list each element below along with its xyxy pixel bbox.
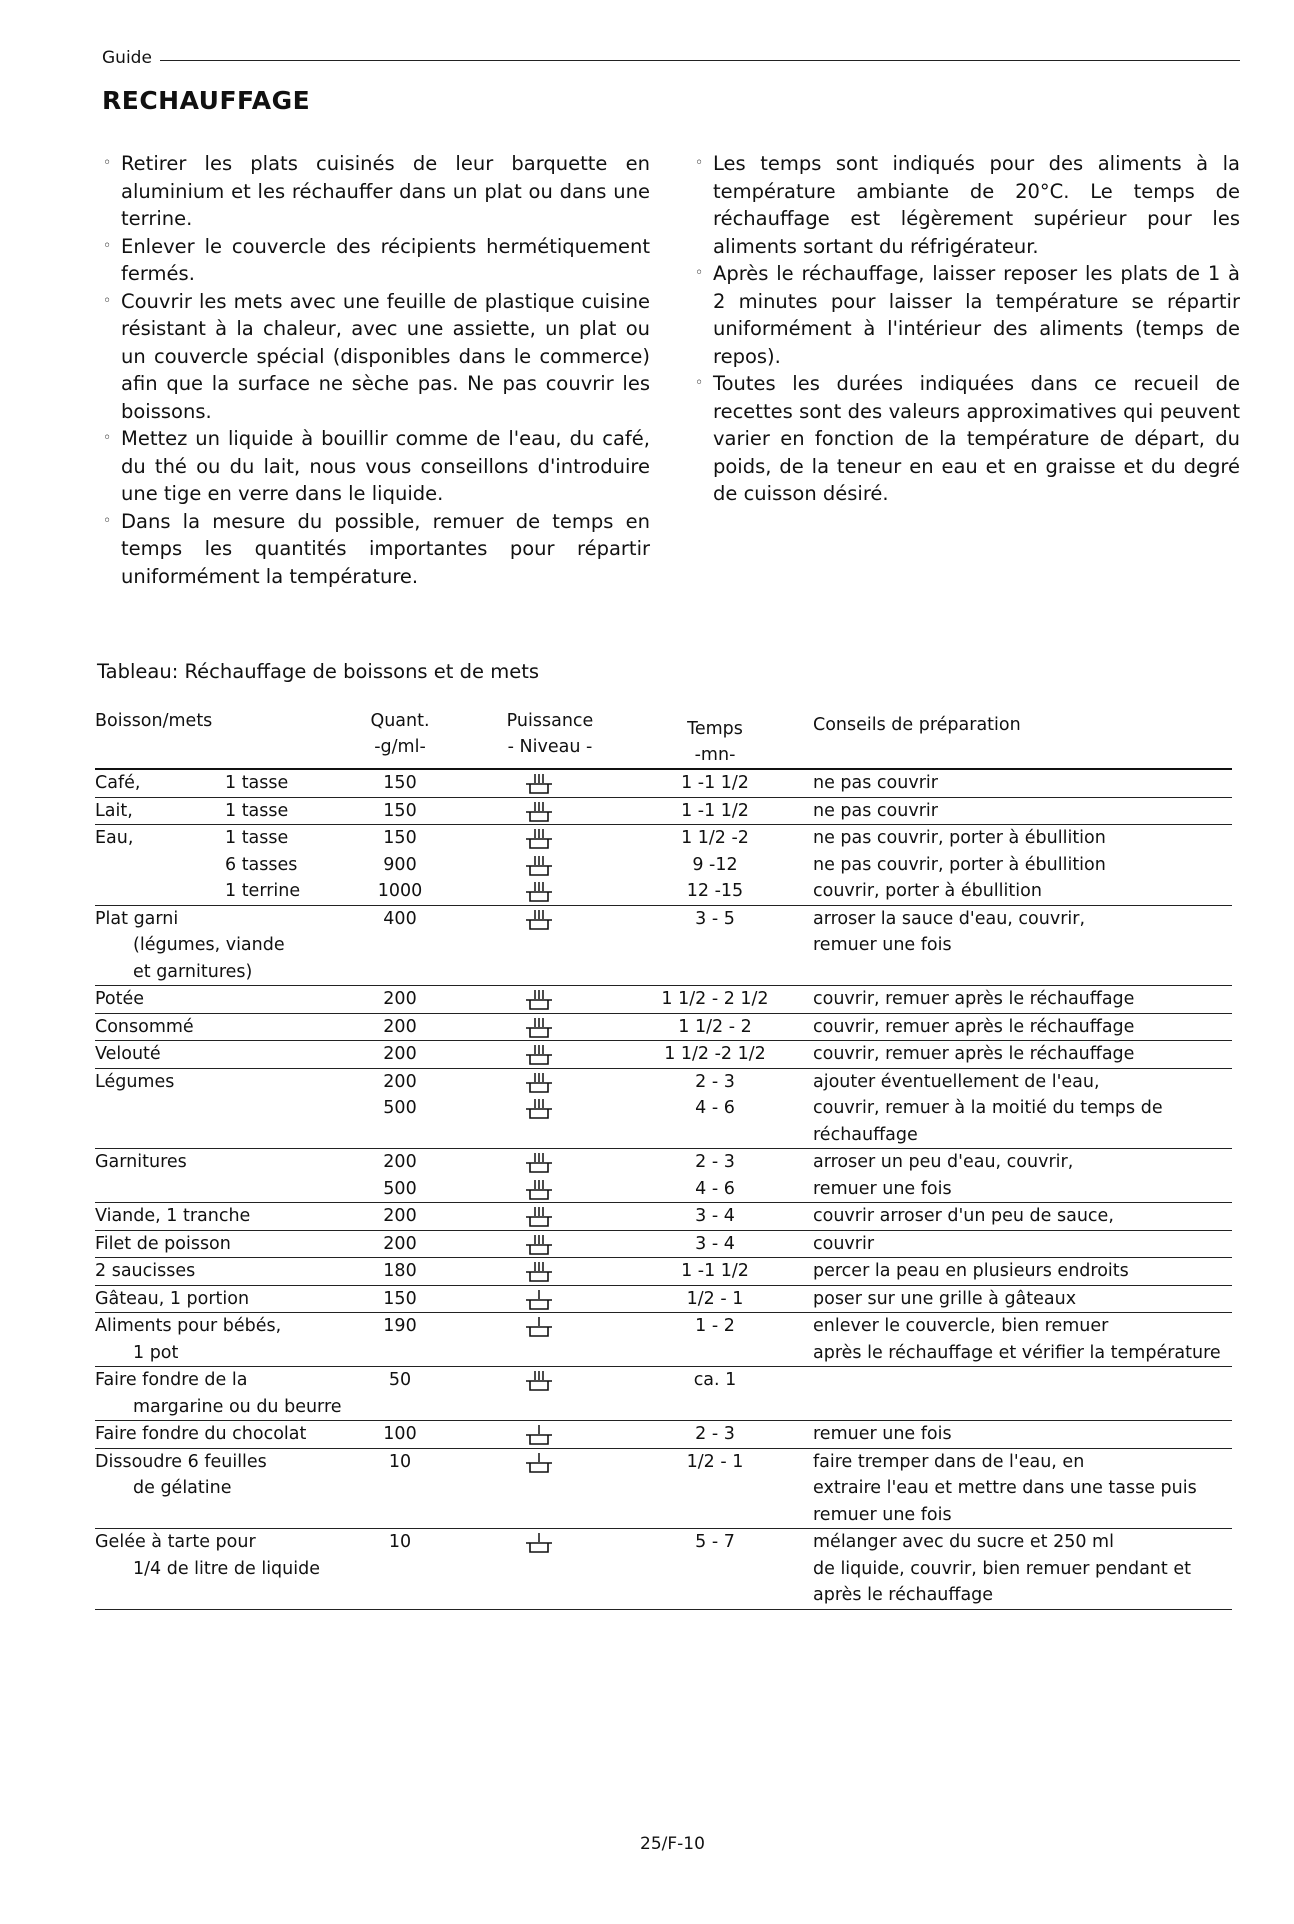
table-row: [95, 1286, 1232, 1314]
table-row-line: [95, 1340, 1232, 1367]
table-row-line: [95, 1069, 1232, 1096]
table-row-line: [95, 1203, 1232, 1230]
item-tip: ne pas couvrir: [813, 773, 938, 793]
item-tip: après le réchauffage: [813, 1585, 994, 1605]
bullet: ◦ Toutes les durées indiquées dans ce recueil de recettes sont des valeurs approximatives qui peuvent varier en fonction de la température de départ, du poids, de la teneur en eau et en graisse et du degré de cuisson désiré.: [695, 370, 1240, 508]
item-tip: de liquide, couvrir, bien remuer pendant et: [813, 1558, 1191, 1579]
item-time: 3 - 4: [695, 1206, 735, 1226]
item-time: 1 -1 1/2: [681, 1261, 749, 1281]
table-header: [95, 708, 1232, 770]
item-time: 1 1/2 - 2: [678, 1016, 752, 1037]
header-time-unit: -mn-: [694, 745, 736, 765]
bullet: ◦ Couvrir les mets avec une feuille de plastique cuisine résistant à la chaleur, avec une assiette, un plat ou un couvercle spécial (disponibles dans le commerce) afin que la surface ne sèche pas. Ne pas couvrir les boissons.: [103, 288, 650, 426]
item-portion: 1 tasse: [225, 773, 289, 793]
table-row-line: [95, 1014, 1232, 1041]
table-row: [95, 1041, 1232, 1069]
table-row-line: [95, 1529, 1232, 1556]
item-time: 5 - 7: [695, 1532, 735, 1552]
item-time: 3 - 5: [695, 908, 735, 929]
table-row-line: [95, 1394, 1232, 1421]
header-qty-label: Quant.: [370, 711, 430, 731]
item-name: Velouté: [95, 1044, 161, 1064]
table-row-line: [95, 1095, 1232, 1122]
item-time: 1 -1 1/2: [681, 800, 749, 821]
bullet: ◦ Mettez un liquide à bouillir comme de l'eau, du café, du thé ou du lait, nous vous conseillons d'introduire une tige en verre dans le liquide.: [103, 425, 650, 508]
item-time: 1 1/2 - 2 1/2: [661, 989, 769, 1009]
item-name-continued: de gélatine: [133, 1478, 232, 1498]
item-tip: remuer une fois: [813, 1424, 952, 1444]
item-time: 2 - 3: [695, 1424, 735, 1444]
item-tip: poser sur une grille à gâteaux: [813, 1288, 1077, 1309]
header-qty: [360, 708, 440, 760]
item-time: 4 - 6: [695, 1098, 735, 1118]
item-name: Légumes: [95, 1071, 175, 1092]
item-name: Potée: [95, 989, 145, 1009]
item-quantity: 200: [383, 989, 417, 1009]
header-item: Boisson/mets: [95, 711, 213, 731]
item-name-continued: margarine ou du beurre: [133, 1396, 342, 1417]
item-quantity: 500: [383, 1098, 417, 1118]
item-tip: ne pas couvrir: [813, 800, 938, 821]
item-tip: enlever le couvercle, bien remuer: [813, 1316, 1109, 1336]
item-quantity: 200: [383, 1016, 417, 1037]
table-row-line: [95, 986, 1232, 1013]
item-name: Café,: [95, 773, 141, 793]
item-portion: 1 tasse: [225, 828, 289, 848]
header-tips: Conseils de préparation: [813, 715, 1021, 735]
item-quantity: 400: [383, 908, 417, 929]
item-tip: percer la peau en plusieurs endroits: [813, 1261, 1129, 1281]
item-time: 12 -15: [686, 881, 744, 901]
item-name: Plat garni: [95, 908, 179, 929]
table-row-line: [95, 1313, 1232, 1340]
item-tip: couvrir, remuer après le réchauffage: [813, 1044, 1135, 1064]
left-instructions: [103, 150, 650, 590]
table-row-line: [95, 1449, 1232, 1476]
item-tip: mélanger avec du sucre et 250 ml: [813, 1532, 1114, 1552]
page-number: 25/F-10: [640, 1834, 705, 1854]
item-tip: faire tremper dans de l'eau, en: [813, 1451, 1085, 1472]
header-power-label: Puissance: [506, 711, 594, 731]
item-tip: couvrir, remuer après le réchauffage: [813, 989, 1135, 1009]
section-label: Guide: [102, 48, 152, 68]
bullet: ◦ Les temps sont indiqués pour des aliments à la température ambiante de 20°C. Le temps de réchauffage est légèrement supérieur pour les aliments sortant du réfrigérateur.: [695, 150, 1240, 260]
table-row-line: [95, 825, 1232, 852]
item-time: 1 1/2 -2: [681, 828, 749, 848]
item-tip: ne pas couvrir, porter à ébullition: [813, 854, 1106, 875]
table-row-line: [95, 1231, 1232, 1258]
item-quantity: 180: [383, 1261, 417, 1281]
bullet: ◦ Après le réchauffage, laisser reposer les plats de 1 à 2 minutes pour laisser la température se répartir uniformément à l'intérieur des aliments (temps de repos).: [695, 260, 1240, 370]
item-tip: remuer une fois: [813, 1178, 952, 1199]
table-row: [95, 798, 1232, 826]
item-name: Dissoudre 6 feuilles: [95, 1451, 267, 1472]
table-row-line: [95, 1041, 1232, 1068]
item-name: Faire fondre du chocolat: [95, 1424, 307, 1444]
table-row-line: [95, 932, 1232, 959]
item-name: Consommé: [95, 1016, 194, 1037]
table-row-line: [95, 906, 1232, 933]
item-name: Viande, 1 tranche: [95, 1206, 251, 1226]
table-row-line: [95, 1502, 1232, 1529]
item-name-continued: (légumes, viande: [133, 935, 285, 955]
table-row: [95, 906, 1232, 987]
item-name: Filet de poisson: [95, 1233, 231, 1254]
item-tip: remuer une fois: [813, 935, 952, 955]
item-time: 2 - 3: [695, 1152, 735, 1172]
table-row: [95, 1367, 1232, 1421]
item-tip: arroser un peu d'eau, couvrir,: [813, 1152, 1074, 1172]
table-row-line: [95, 1582, 1232, 1609]
item-name: Lait,: [95, 800, 133, 821]
item-quantity: 150: [383, 828, 417, 848]
table-row: [95, 1421, 1232, 1449]
item-name: Eau,: [95, 828, 134, 848]
table-row-line: [95, 1149, 1232, 1176]
table-row-line: [95, 1556, 1232, 1583]
table-row: [95, 1014, 1232, 1042]
item-tip: arroser la sauce d'eau, couvrir,: [813, 908, 1086, 929]
header-time: [670, 716, 760, 768]
item-time: 1/2 - 1: [686, 1451, 744, 1472]
header-rule: [160, 60, 1240, 61]
item-time: 1 -1 1/2: [681, 773, 749, 793]
item-time: 1 1/2 -2 1/2: [664, 1044, 766, 1064]
table-row-line: [95, 770, 1232, 797]
item-tip: couvrir, remuer à la moitié du temps de: [813, 1098, 1163, 1118]
item-quantity: 150: [383, 1288, 417, 1309]
item-quantity: 200: [383, 1071, 417, 1092]
item-name-continued: 1/4 de litre de liquide: [133, 1558, 320, 1579]
item-time: 3 - 4: [695, 1233, 735, 1254]
table-row: [95, 1149, 1232, 1203]
right-instructions: [695, 150, 1240, 508]
item-tip: extraire l'eau et mettre dans une tasse puis: [813, 1478, 1197, 1498]
table-row: [95, 1231, 1232, 1259]
item-tip: après le réchauffage et vérifier la température: [813, 1342, 1221, 1363]
table-row-line: [95, 798, 1232, 825]
item-time: 4 - 6: [695, 1178, 735, 1199]
header-qty-unit: -g/ml-: [374, 737, 426, 757]
table-row-line: [95, 1421, 1232, 1448]
item-portion: 1 tasse: [225, 800, 289, 821]
item-tip: ne pas couvrir, porter à ébullition: [813, 828, 1106, 848]
item-tip: couvrir arroser d'un peu de sauce,: [813, 1206, 1114, 1226]
table-row-line: [95, 1258, 1232, 1285]
table-row-line: [95, 852, 1232, 879]
bullet: ◦ Enlever le couvercle des récipients hermétiquement fermés.: [103, 233, 650, 288]
item-time: 2 - 3: [695, 1071, 735, 1092]
item-quantity: 50: [388, 1370, 412, 1390]
item-quantity: 1000: [377, 881, 423, 901]
table-row-line: [95, 1286, 1232, 1313]
item-quantity: 10: [388, 1532, 412, 1552]
item-name-continued: et garnitures): [133, 961, 253, 982]
page-title: RECHAUFFAGE: [102, 86, 311, 115]
item-name: Gâteau, 1 portion: [95, 1288, 250, 1309]
table-row-line: [95, 1122, 1232, 1149]
table-row: [95, 1529, 1232, 1610]
table-row-line: [95, 1475, 1232, 1502]
item-name: Faire fondre de la: [95, 1370, 248, 1390]
reheating-table: [95, 708, 1232, 1610]
item-quantity: 200: [383, 1152, 417, 1172]
item-tip: couvrir: [813, 1233, 875, 1254]
item-quantity: 200: [383, 1233, 417, 1254]
item-portion: 6 tasses: [225, 854, 298, 875]
bullet: ◦ Dans la mesure du possible, remuer de temps en temps les quantités importantes pour répartir uniformément la température.: [103, 508, 650, 591]
table-row-line: [95, 878, 1232, 905]
table-row-line: [95, 1176, 1232, 1203]
table-row: [95, 1258, 1232, 1286]
header-power: [495, 708, 605, 760]
item-name-continued: 1 pot: [133, 1342, 179, 1363]
item-quantity: 500: [383, 1178, 417, 1199]
item-name: Aliments pour bébés,: [95, 1316, 282, 1336]
table-caption: Tableau: Réchauffage de boissons et de mets: [97, 660, 539, 683]
item-quantity: 10: [388, 1451, 412, 1472]
bullet: ◦ Retirer les plats cuisinés de leur barquette en aluminium et les réchauffer dans un plat ou dans une terrine.: [103, 150, 650, 233]
table-row: [95, 1203, 1232, 1231]
table-row: [95, 1069, 1232, 1150]
item-quantity: 200: [383, 1044, 417, 1064]
item-name: 2 saucisses: [95, 1261, 196, 1281]
item-tip: couvrir, remuer après le réchauffage: [813, 1016, 1135, 1037]
item-quantity: 200: [383, 1206, 417, 1226]
item-tip: couvrir, porter à ébullition: [813, 881, 1042, 901]
table-row-line: [95, 959, 1232, 986]
item-time: 1/2 - 1: [686, 1288, 744, 1309]
table-row: [95, 770, 1232, 798]
item-tip: remuer une fois: [813, 1504, 952, 1525]
item-tip: réchauffage: [813, 1124, 918, 1145]
table-row-line: [95, 1367, 1232, 1394]
item-quantity: 190: [383, 1316, 417, 1336]
table-row: [95, 986, 1232, 1014]
item-time: 1 - 2: [695, 1316, 735, 1336]
header-power-unit: - Niveau -: [507, 737, 593, 757]
item-time: ca. 1: [693, 1370, 737, 1390]
item-quantity: 900: [383, 854, 417, 875]
table-row: [95, 825, 1232, 906]
table-row: [95, 1449, 1232, 1530]
item-quantity: 100: [383, 1424, 417, 1444]
table-row: [95, 1313, 1232, 1367]
item-portion: 1 terrine: [225, 881, 301, 901]
table-body: [95, 770, 1232, 1610]
item-time: 9 -12: [692, 854, 738, 875]
item-tip: ajouter éventuellement de l'eau,: [813, 1071, 1100, 1092]
item-name: Garnitures: [95, 1152, 187, 1172]
item-quantity: 150: [383, 773, 417, 793]
header-time-label: Temps: [687, 719, 743, 739]
item-name: Gelée à tarte pour: [95, 1532, 256, 1552]
item-quantity: 150: [383, 800, 417, 821]
